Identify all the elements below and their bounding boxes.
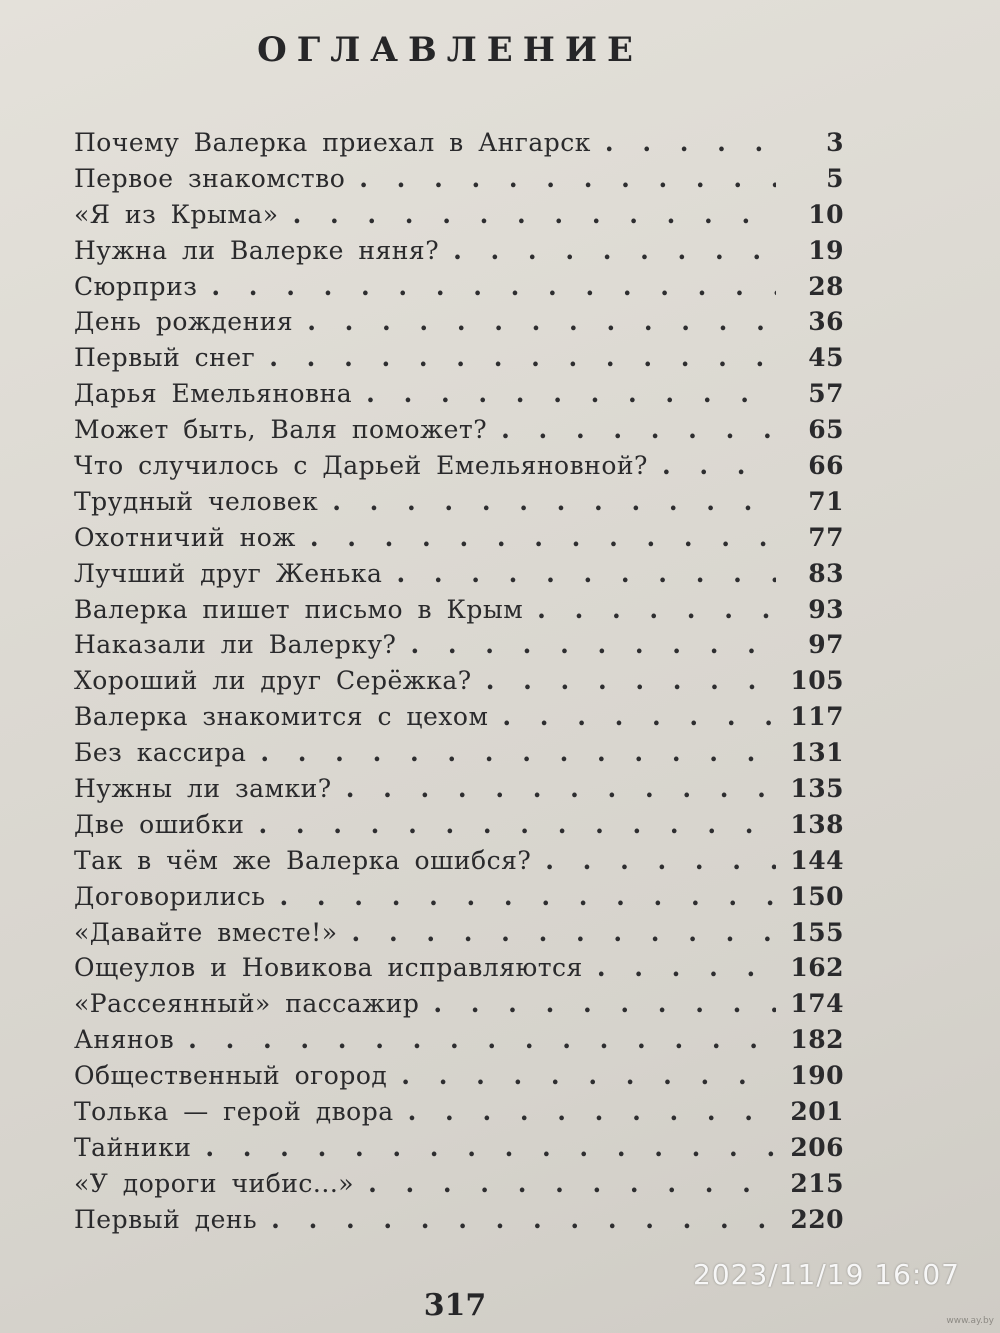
- toc-entry: [74, 666, 844, 702]
- toc-entry: [74, 1205, 844, 1241]
- toc-entry-title: Может быть, Валя поможет?: [74, 415, 488, 445]
- toc-entry: [74, 236, 844, 272]
- dot-leader: [352, 918, 776, 947]
- toc-entry-title: «У дороги чибис...»: [74, 1168, 355, 1198]
- dot-leader: [545, 846, 776, 875]
- dot-leader: [211, 272, 776, 301]
- dot-leader: [501, 415, 776, 444]
- toc-entry-title: Без кассира: [74, 738, 247, 768]
- toc-entry-title: Тайники: [74, 1132, 192, 1162]
- toc-entry: [74, 487, 844, 523]
- toc-entry-page: 135: [790, 774, 844, 804]
- toc-entry-title: Что случилось с Дарьей Емельяновной?: [74, 451, 648, 481]
- dot-leader: [269, 343, 776, 372]
- toc-entry: [74, 307, 844, 343]
- toc-entry-title: Две ошибки: [74, 809, 245, 839]
- toc-entry: [74, 846, 844, 882]
- dot-leader: [307, 307, 776, 336]
- toc-entry-title: Первое знакомство: [74, 163, 346, 193]
- toc-entry-title: Нужны ли замки?: [74, 774, 332, 804]
- toc-entry-title: Общественный огород: [74, 1061, 388, 1091]
- toc-entry: [74, 451, 844, 487]
- toc-entry-page: 66: [808, 451, 844, 481]
- toc-entry-page: 77: [808, 522, 844, 552]
- dot-leader: [279, 882, 776, 911]
- toc-entry: [74, 1133, 844, 1169]
- toc-entry: [74, 523, 844, 559]
- dot-leader: [408, 1097, 776, 1126]
- dot-leader: [502, 702, 776, 731]
- dot-leader: [486, 666, 776, 695]
- table-of-contents: [74, 128, 844, 1241]
- dot-leader: [433, 989, 776, 1018]
- toc-entry-page: 155: [790, 917, 844, 947]
- toc-entry: [74, 882, 844, 918]
- dot-leader: [346, 774, 776, 803]
- toc-entry-page: 201: [790, 1097, 844, 1127]
- toc-entry-page: 162: [790, 953, 844, 983]
- toc-entry: [74, 630, 844, 666]
- toc-entry: [74, 595, 844, 631]
- toc-entry-page: 138: [790, 809, 844, 839]
- toc-entry-page: 105: [790, 666, 844, 696]
- toc-entry-title: Договорились: [74, 881, 266, 911]
- toc-entry-title: «Я из Крыма»: [74, 199, 279, 229]
- toc-entry: [74, 343, 844, 379]
- toc-entry: [74, 128, 844, 164]
- toc-entry: [74, 1025, 844, 1061]
- dot-leader: [332, 487, 776, 516]
- toc-entry: [74, 1097, 844, 1133]
- toc-entry-title: Валерка знакомится с цехом: [74, 702, 489, 732]
- toc-entry-title: Нужна ли Валерке няня?: [74, 235, 440, 265]
- toc-entry-page: 150: [790, 881, 844, 911]
- toc-entry: [74, 200, 844, 236]
- toc-entry: [74, 702, 844, 738]
- toc-entry-page: 10: [808, 199, 844, 229]
- toc-entry-title: Хороший ли друг Серёжка?: [74, 666, 472, 696]
- toc-entry: [74, 774, 844, 810]
- toc-entry-title: «Рассеянный» пассажир: [74, 989, 420, 1019]
- toc-entry-page: 174: [790, 989, 844, 1019]
- toc-entry-page: 3: [826, 128, 844, 157]
- toc-entry: [74, 415, 844, 451]
- toc-entry-title: Анянов: [74, 1025, 175, 1055]
- dot-leader: [368, 1169, 776, 1198]
- toc-entry-page: 144: [790, 845, 844, 875]
- toc-entry-title: День рождения: [74, 307, 294, 337]
- toc-entry-page: 117: [790, 702, 844, 732]
- toc-entry: [74, 164, 844, 200]
- toc-entry-page: 19: [808, 235, 844, 265]
- toc-entry-title: Так в чём же Валерка ошибся?: [74, 845, 532, 875]
- dot-leader: [188, 1025, 776, 1054]
- toc-entry-title: Дарья Емельяновна: [74, 379, 353, 409]
- photo-timestamp: 2023/11/19 16:07: [693, 1258, 960, 1291]
- dot-leader: [597, 953, 776, 982]
- dot-leader: [401, 1061, 776, 1090]
- toc-entry-title: Первый снег: [74, 343, 256, 373]
- toc-entry-page: 57: [808, 379, 844, 409]
- toc-entry-page: 5: [826, 163, 844, 193]
- toc-entry-title: Валерка пишет письмо в Крым: [74, 594, 524, 624]
- toc-entry-page: 190: [790, 1061, 844, 1091]
- dot-leader: [537, 595, 776, 624]
- dot-leader: [396, 559, 776, 588]
- toc-entry-title: Охотничий нож: [74, 522, 296, 552]
- toc-entry-page: 36: [808, 307, 844, 337]
- toc-entry-title: Сюрприз: [74, 271, 198, 301]
- page-number: 317: [423, 1288, 487, 1323]
- toc-entry: [74, 379, 844, 415]
- dot-leader: [205, 1133, 776, 1162]
- toc-entry: [74, 810, 844, 846]
- toc-entry-title: «Давайте вместе!»: [74, 917, 338, 947]
- toc-entry-page: 97: [808, 630, 844, 660]
- toc-entry: [74, 272, 844, 308]
- toc-entry: [74, 738, 844, 774]
- toc-entry-page: 71: [808, 486, 844, 516]
- toc-entry: [74, 1061, 844, 1097]
- dot-leader: [260, 738, 776, 767]
- dot-leader: [271, 1205, 776, 1234]
- toc-entry-page: 83: [808, 558, 844, 588]
- toc-entry-page: 45: [808, 343, 844, 373]
- toc-entry: [74, 1169, 844, 1205]
- toc-entry: [74, 918, 844, 954]
- toc-entry-title: Почему Валерка приехал в Ангарск: [74, 128, 591, 157]
- watermark: www.ay.by: [946, 1316, 994, 1326]
- toc-entry-page: 215: [790, 1168, 844, 1198]
- dot-leader: [310, 523, 776, 552]
- toc-entry: [74, 559, 844, 595]
- dot-leader: [605, 128, 776, 157]
- toc-entry: [74, 989, 844, 1025]
- dot-leader: [293, 200, 776, 229]
- toc-entry-page: 182: [790, 1025, 844, 1055]
- toc-entry-title: Толька — герой двора: [74, 1097, 394, 1127]
- dot-leader: [662, 451, 776, 480]
- toc-entry-title: Первый день: [74, 1204, 258, 1234]
- toc-entry: [74, 953, 844, 989]
- page-title: ОГЛАВЛЕНИЕ: [257, 30, 643, 70]
- toc-entry-title: Ощеулов и Новикова исправляются: [74, 953, 583, 983]
- toc-entry-page: 220: [790, 1204, 844, 1234]
- toc-entry-page: 131: [790, 738, 844, 768]
- dot-leader: [258, 810, 776, 839]
- dot-leader: [366, 379, 776, 408]
- dot-leader: [410, 630, 776, 659]
- toc-entry-page: 28: [808, 271, 844, 301]
- toc-entry-page: 206: [790, 1132, 844, 1162]
- toc-entry-page: 93: [808, 594, 844, 624]
- toc-entry-title: Наказали ли Валерку?: [74, 630, 397, 660]
- dot-leader: [359, 164, 776, 193]
- toc-entry-title: Лучший друг Женька: [74, 558, 383, 588]
- toc-entry-title: Трудный человек: [74, 486, 319, 516]
- dot-leader: [453, 236, 776, 265]
- toc-entry-page: 65: [808, 415, 844, 445]
